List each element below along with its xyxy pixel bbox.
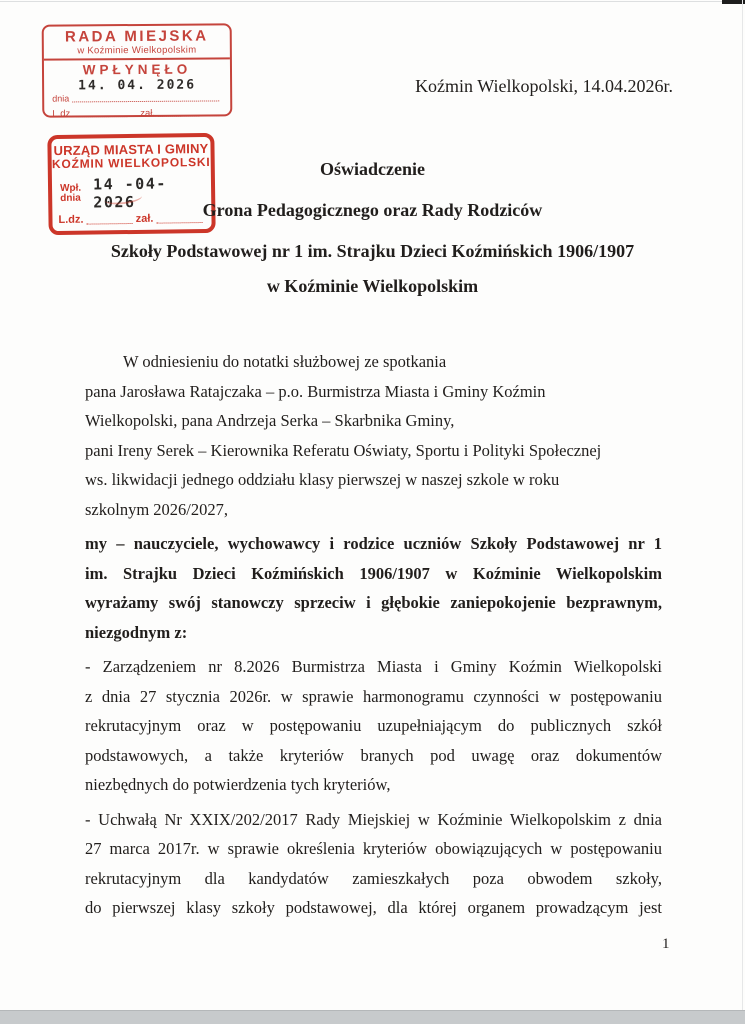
scan-right-edge-line bbox=[742, 0, 743, 1024]
body-line: 27 marca 2017r. w sprawie określenia kryteriów obowiązujących w postępowaniu bbox=[85, 839, 662, 858]
title-school-name: Szkoły Podstawowej nr 1 im. Strajku Dzieci Koźmińskich 1906/1907 bbox=[110, 241, 635, 261]
body-line: podstawowych, a także kryteriów branych pod uwagę oraz dokumentów bbox=[85, 745, 662, 765]
council-name: RADA MIEJSKA bbox=[64, 27, 209, 46]
zal-label: zał. bbox=[135, 212, 154, 225]
received-label: WPŁYNĘŁO bbox=[82, 61, 192, 78]
council-location: w Koźminie Wielkopolskim bbox=[77, 44, 197, 57]
paragraph-resolution bbox=[85, 805, 662, 923]
body-line: ws. likwidacji jednego oddziału klasy pierwszej w naszej szkole w roku bbox=[85, 470, 560, 489]
ldz-row bbox=[44, 107, 230, 119]
wpl-dnia-label bbox=[60, 184, 81, 204]
paragraph-declaration bbox=[85, 529, 662, 647]
body-line: im. Strajku Dzieci Koźmińskich 1906/1907 w Koźminie Wielkopolskim bbox=[85, 563, 662, 583]
office-name: URZĄD MIASTA I GMINY bbox=[53, 140, 209, 159]
dotted-line bbox=[158, 107, 219, 116]
body-line: niezbędnych do potwierdzenia tych kryteriów, bbox=[85, 775, 391, 794]
body-line: niezgodnym z: bbox=[85, 622, 188, 642]
document-body bbox=[85, 347, 662, 923]
body-line: - Uchwałą Nr XXIX/202/2017 Rady Miejskiej w Koźminie Wielkopolskim z dnia bbox=[85, 809, 662, 829]
dnia-label: dnia bbox=[52, 93, 70, 104]
paragraph-intro bbox=[85, 347, 662, 524]
dnia-label: dnia bbox=[60, 192, 81, 204]
scan-top-edge-line bbox=[0, 1, 745, 2]
received-date: 14. 04. 2026 bbox=[78, 77, 197, 94]
body-line: z dnia 27 stycznia 2026r. w sprawie harmonogramu czynności w postępowaniu bbox=[85, 686, 662, 706]
body-line: pana Jarosława Ratajczaka – p.o. Burmistrza Miasta i Gminy Koźmin bbox=[85, 381, 546, 401]
title-issuers: Grona Pedagogicznego oraz Rady Rodziców bbox=[202, 200, 543, 220]
dotted-line bbox=[72, 92, 219, 102]
council-receipt-stamp bbox=[42, 23, 233, 120]
wpl-label: Wpł. bbox=[59, 182, 82, 194]
body-line: wyrażamy swój stanowczy sprzeciw i głębokie zaniepokojenie bezprawnym, bbox=[85, 593, 662, 612]
office-location: KOŹMIN WIELKOPOLSKI bbox=[51, 154, 211, 172]
council-stamp-header bbox=[44, 25, 230, 60]
date-line-row bbox=[44, 92, 230, 104]
ldz-label: L.dz. bbox=[58, 213, 84, 227]
title-school-location: w Koźminie Wielkopolskim bbox=[266, 276, 479, 296]
received-date: 14 -04- 2026 bbox=[92, 174, 167, 212]
body-line: - Zarządzeniem nr 8.2026 Burmistrza Miasta i Gminy Koźmin Wielkopolski bbox=[85, 657, 662, 676]
place-date-line: Koźmin Wielkopolski, 14.04.2026r. bbox=[415, 76, 673, 96]
zal-label: zał. bbox=[140, 107, 156, 119]
body-line: rekrutacyjnym oraz w postępowaniu uzupełniającym do publicznych szkół bbox=[85, 716, 662, 735]
body-line: szkolnym 2026/2027, bbox=[85, 499, 228, 519]
document-title-block bbox=[85, 158, 660, 297]
paragraph-ordinance bbox=[85, 652, 662, 800]
body-line: W odniesieniu do notatki służbowej ze spotkania bbox=[123, 352, 447, 371]
ldz-label: L.dz. bbox=[52, 108, 73, 120]
statement-title: Oświadczenie bbox=[320, 159, 425, 179]
scan-bottom-shadow bbox=[0, 1010, 745, 1024]
body-line: Wielkopolski, pana Andrzeja Serka – Skarbnika Gminy, bbox=[85, 411, 455, 430]
page-number: 1 bbox=[662, 936, 670, 952]
dotted-line bbox=[76, 108, 137, 117]
body-line: rekrutacyjnym dla kandydatów zamieszkałych poza obwodem szkoły, bbox=[85, 868, 662, 888]
body-line: do pierwszej klasy szkoły podstawowej, dla której organem prowadzącym jest bbox=[85, 898, 662, 917]
body-line: pani Ireny Serek – Kierownika Referatu Oświaty, Sportu i Polityki Społecznej bbox=[85, 440, 602, 460]
body-line: my – nauczyciele, wychowawcy i rodzice uczniów Szkoły Podstawowej nr 1 bbox=[85, 534, 662, 553]
